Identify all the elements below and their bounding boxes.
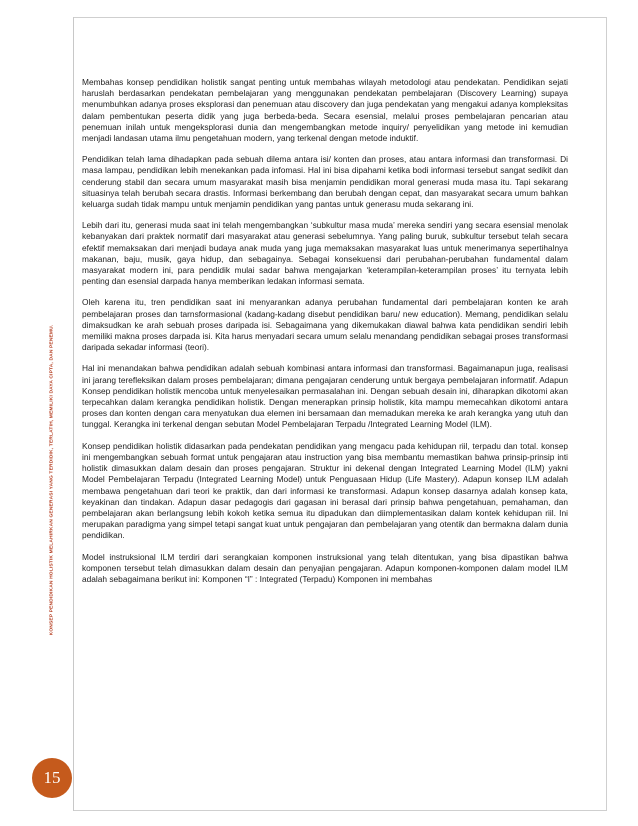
page-number-badge bbox=[32, 758, 72, 798]
page-number: 15 bbox=[43, 768, 61, 787]
paragraph: Membahas konsep pendidikan holistik sangat penting untuk membahas wilayah metodologi atau pendekatan. Pendidikan sejati haruslah berdasarkan pendekatan pembelajaran yang menggunakan pendekatan pembelajaran (Discovery Learning) supaya menumbuhkan adanya proses eksplorasi dan penemuan atau discovery dan juga pendekatan yang mengakui adanya kompleksitas dalam pembentukan peserta didik yang juga berbeda-beda. Secara esensial, melalui proses pembelajaran pencarian atau penemuan inilah untuk mengeksplorasi dunia dan mengembangkan metode inquiry/ penyelidikan yang metode ini kemudian menjadi landasan utama ilmu pengetahuan modern, yang terkenal dengan metode induktif. bbox=[82, 77, 568, 144]
paragraph: Lebih dari itu, generasi muda saat ini telah mengembangkan ‘subkultur masa muda’ mereka sendiri yang secara esensial menolak kebanyakan dari praktek normatif dari masyarakat atau generasi sebelumnya. Yang paling buruk, subkultur tersebut telah secara efektif memaksakan dari menjadi budaya anak muda yang juga memaksakan masyarakat luas untuk menerimanya sepertihalnya makanan, baju, musik, gaya hidup, dan sebagainya. Sebagai konsekuensi dari perubahan-perubahan fundamental dalam masyarakat modern ini, para pendidik mulai sadar bahwa mengajarkan ‘keterampilan-keterampilan proses’ itu ternyata lebih penting dan esensial darpada hanya memberikan ledakan informasi semata. bbox=[82, 220, 568, 287]
paragraph: Oleh karena itu, tren pendidikan saat ini menyarankan adanya perubahan fundamental dari pembelajaran konten ke arah pembelajaran proses dan tarnsformasional (kadang-kadang disebut pendidikan baru/ new education). Memang, pendidikan selalu dimaksudkan ke arah sebuah proses daripada isi. Sebagaimana yang dikemukakan diawal bahwa kata pendidikan sendiri lebih memiliki makna proses darpada isi. Kita harus menyadari secara umum selalu menandang pendidikan sebagai proses transformasi daripada sekadar informasi (teori). bbox=[82, 297, 568, 353]
side-title-text: KONSEP PENDIDIKAN HOLISTIK MELAHIRKAN GENERASI YANG TERDIDIK, TERLATIH, MEMILIKI DAYA CIPTA, DAN PENEMU. bbox=[49, 324, 55, 636]
paragraph: Model instruksional ILM terdiri dari serangkaian komponen instruksional yang telah ditentukan, yang bisa dipastikan bahwa komponen tersebut telah dimasukkan dalam desain dan penyajian pengajaran. Adapun komponen-komponen dalam model ILM adalah sebagaimana berikut ini: Komponen “I” : Integrated (Terpadu) Komponen ini membahas bbox=[82, 551, 568, 584]
body-text bbox=[82, 77, 568, 595]
paragraph: Konsep pendidikan holistik didasarkan pada pendekatan pendidikan yang mengacu pada kehidupan riil, terpadu dan total. konsep ini mengembangkan sebuah format untuk pengajaran atau instruction yang bisa membantu memastikan bahwa prinsip-prinsip inti holistik dimasukkan dalam desain dan proses pengajaran. Struktur ini dekenal dengan Integrated Learning Model (ILM) yakni Model Pembelajaran Terpadu (Integrated Learning Model) untuk Penguasaan Hidup (Life Mastery). Adapun konsep ILM adalah membawa pengetahuan dari teori ke praktik, dan dari informasi ke transformasi. Adapun konsep dasarnya adalah konsep kata, keyakinan dan tindakan. Adapun dasar pedagogis dari gagasan ini berasal dari prinsip bahwa pengetahuan, pemahaman, dan pembelajaran akan berlangsung lebih kokoh ketika semua itu dipadukan dan diimplementasikan dalam kontek kehidupan riil. Ini merupakan paradigma yang simpel tetapi sangat kuat untuk pengajaran dan pembelajaran yang otentik dan bermakna dalam dunia pendidikan. bbox=[82, 440, 568, 541]
paragraph: Pendidikan telah lama dihadapkan pada sebuah dilema antara isi/ konten dan proses, atau antara informasi dan transformasi. Di masa lampau, pendidikan lebih menekankan pada infomasi. Hal ini bisa dipahami ketika bodi informasi tersebut sangat sedikit dan cenderung stabil dan secara umum masyarakat masih bisa menjamin pendidikan moral generasi muda masa itu. Tapi sekarang situasinya telah berubah secara drastis. Informasi berkembang dan berubah dengan cepat, dan masyarakat secara umum bahkan keluarga sudah tidak mampu untuk menjamin pendidikan yang pantas untuk generasu muda sekarang ini. bbox=[82, 154, 568, 210]
paragraph: Hal ini menandakan bahwa pendidikan adalah sebuah kombinasi antara informasi dan transformasi. Bagaimanapun juga, realisasi ini jarang terefleksikan dalam proses pembelajaran; dimana pengajaran cenderung untuk bergaya pembelajaran informatif. Adapun Konsep pendidikan holistik mencoba untuk menyelesaikan permasalahan ini. Dengan sebuah desain ini, diharapkan dikotomi akan terpecahkan dalam kerangka pendidikan holistik. Dengan menerapkan prinsip holistik, kita mampu memecahkan dikotomi antara proses dan konten dengan cara menyatukan dua elemen ini bersamaan dan memadukan mereka ke arah kerangka yang utuh dan tunggal. Kerangka ini terkenal dengan sebutan Model Pembelajaran Terpadu /Integrated Learning Model (ILM). bbox=[82, 363, 568, 430]
